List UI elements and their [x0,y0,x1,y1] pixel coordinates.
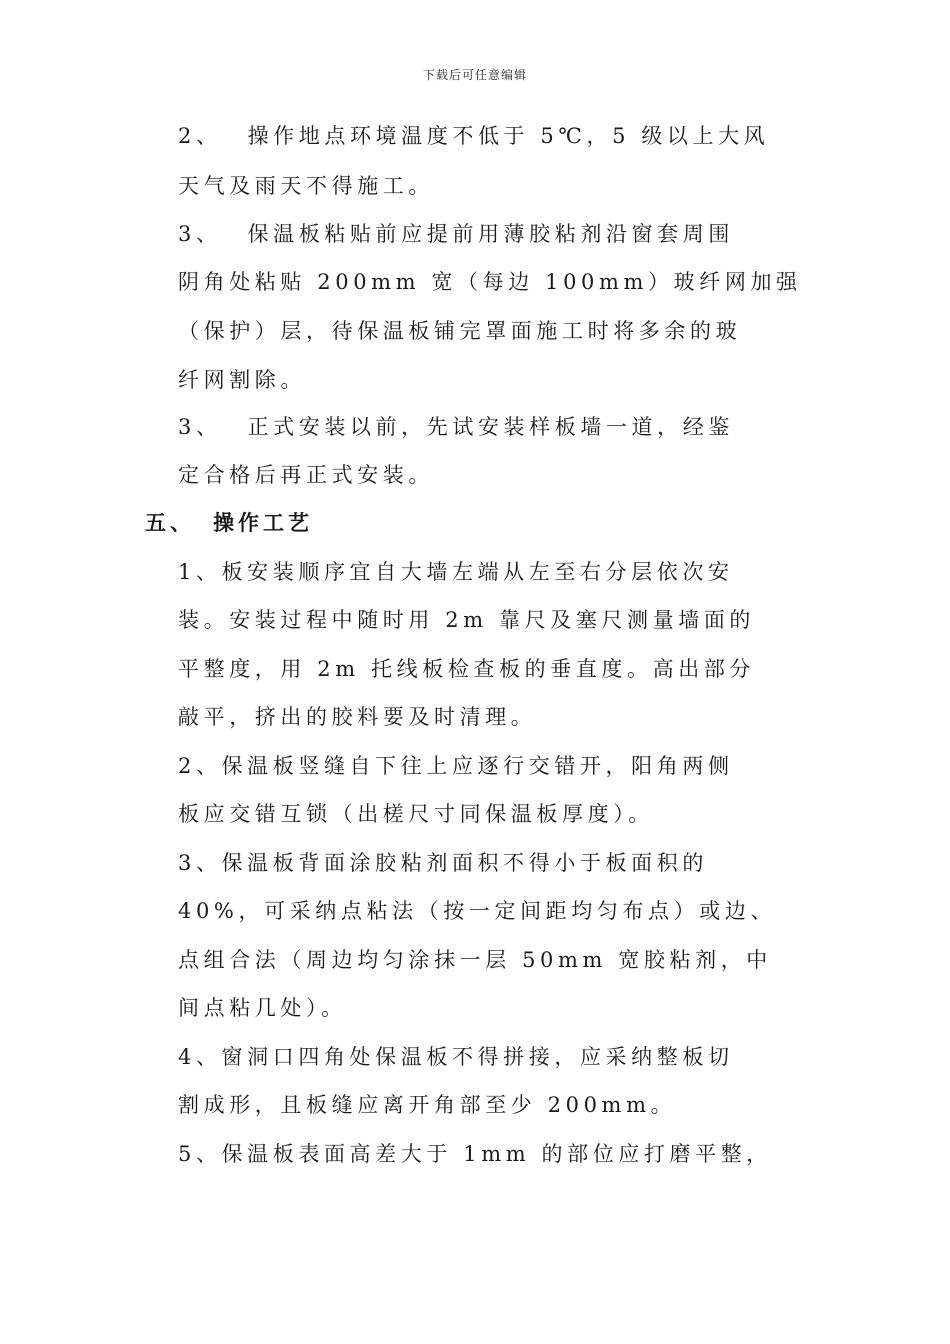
list-item [178,461,434,489]
item-number: 3、 [178,222,222,246]
list-item [178,220,734,248]
item-text: 纤网割除。 [178,368,306,392]
section-title: 操作工艺 [213,510,313,535]
item-text: 阴角处粘贴 200mm 宽（每边 100mm）玻纤网加强 [178,270,802,294]
list-item [178,172,434,200]
item-text: （保护）层，待保温板铺完罩面施工时将多余的玻 [178,319,742,343]
item-text: 天气及雨天不得施工。 [178,174,434,198]
step-line: 3、保温板背面涂胶粘剂面积不得小于板面积的 [178,851,708,875]
section-heading [145,509,313,537]
section-number: 五、 [145,510,195,535]
step-line: 4、窗洞口四角处保温板不得拼接，应采纳整板切 [178,1045,734,1069]
item-number: 2、 [178,124,222,148]
list-item [178,122,769,150]
header-note: 下载后可任意编辑 [422,68,527,82]
step-line: 点组合法（周边均匀涂抹一层 50mm 宽胶粘剂，中 [178,948,772,972]
step-line: 2、保温板竖缝自下往上应逐行交错开，阳角两侧 [178,754,734,778]
step-line: 1、板安装顺序宜自大墙左端从左至右分层依次安 [178,560,734,584]
list-item [178,413,734,441]
list-item [178,366,306,394]
item-text: 正式安装以前，先试安装样板墙一道，经鉴 [247,415,734,439]
item-text: 定合格后再正式安装。 [178,463,434,487]
item-text: 操作地点环境温度不低于 5℃，5 级以上大风 [247,124,770,148]
step-line: 板应交错互锁（出槎尺寸同保温板厚度）。 [178,802,654,826]
step-line: 装。安装过程中随时用 2m 靠尺及塞尺测量墙面的 [178,608,756,632]
step-line: 40%，可采纳点粘法（按一定间距均匀布点）或边、 [178,899,777,923]
list-item [178,317,741,345]
step-line: 5、保温板表面高差大于 1mm 的部位应打磨平整， [178,1142,772,1166]
item-number: 3、 [178,415,222,439]
step-line: 割成形，且板缝应离开角部至少 200mm。 [178,1093,677,1117]
item-text: 保温板粘贴前应提前用薄胶粘剂沿窗套周围 [247,222,734,246]
step-line: 敲平，挤出的胶料要及时清理。 [178,705,537,729]
step-line: 平整度，用 2m 托线板检查板的垂直度。高出部分 [178,657,756,681]
step-line: 间点粘几处）。 [178,996,347,1020]
list-item [178,268,802,296]
